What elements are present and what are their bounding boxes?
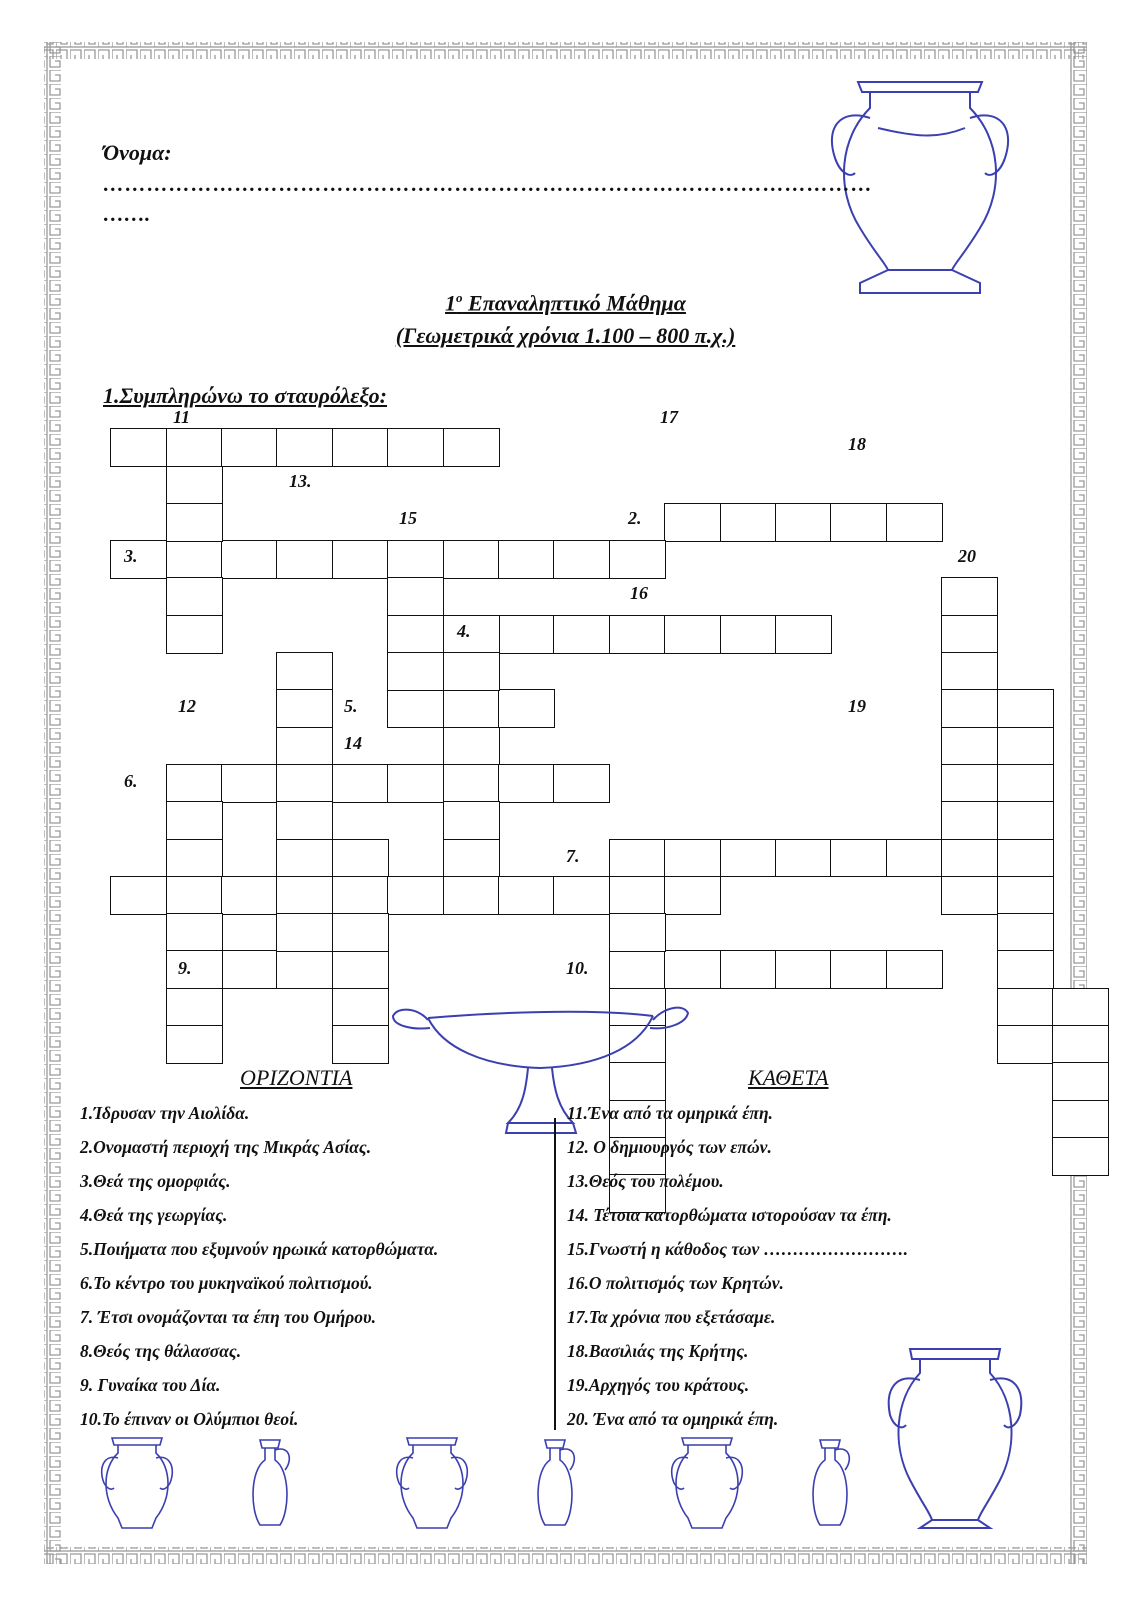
crossword-number: 5. (344, 696, 358, 716)
crossword-cell[interactable] (997, 689, 1054, 728)
kylix-cup-illustration (388, 998, 693, 1148)
crossword-cell[interactable] (276, 839, 333, 878)
horizontal-heading: ΟΡΙΖΟΝΤΙΑ (240, 1065, 353, 1090)
crossword-cell[interactable] (166, 764, 223, 803)
small-vases-row (95, 1430, 875, 1535)
crossword-cell[interactable] (997, 764, 1054, 803)
name-field-dots-continued[interactable]: ……. (103, 202, 151, 226)
crossword-cell[interactable] (941, 652, 998, 691)
crossword-cell[interactable] (166, 839, 223, 878)
crossword-cell[interactable] (886, 950, 943, 989)
crossword-cell[interactable] (609, 876, 666, 915)
crossword-cell[interactable] (166, 540, 223, 579)
crossword-cell[interactable] (664, 950, 721, 989)
crossword-number: 14 (344, 733, 362, 753)
vertical-clue: 13.Θεός του πολέμου. (567, 1171, 724, 1191)
crossword-cell[interactable] (609, 839, 666, 878)
crossword-cell[interactable] (387, 652, 444, 691)
crossword-number: 3. (124, 546, 138, 566)
crossword-cell[interactable] (720, 950, 777, 989)
horizontal-clue: 1.Ίδρυσαν την Αιολίδα. (80, 1103, 250, 1123)
crossword-cell[interactable] (276, 540, 333, 579)
crossword-cell[interactable] (387, 615, 444, 654)
name-field-dots[interactable]: …………………………………………………………………………………………… (103, 172, 873, 196)
crossword-number: 16 (630, 583, 648, 603)
crossword-cell[interactable] (443, 727, 500, 766)
crossword-cell[interactable] (166, 801, 223, 840)
crossword-cell[interactable] (166, 876, 223, 915)
crossword-cell[interactable] (276, 764, 333, 803)
crossword-cell[interactable] (166, 1025, 223, 1064)
crossword-cell[interactable] (110, 540, 167, 579)
crossword-cell[interactable] (664, 503, 721, 542)
crossword-number: 10. (566, 958, 589, 978)
crossword-cell[interactable] (664, 615, 721, 654)
crossword-cell[interactable] (941, 839, 998, 878)
crossword-number: 18 (848, 434, 866, 454)
crossword-cell[interactable] (276, 876, 333, 915)
crossword-cell[interactable] (941, 727, 998, 766)
crossword-cell[interactable] (443, 876, 500, 915)
crossword-cell[interactable] (553, 876, 610, 915)
crossword-cell[interactable] (276, 652, 333, 691)
crossword-cell[interactable] (221, 540, 278, 579)
horizontal-clue: 2.Ονομαστή περιοχή της Μικράς Ασίας. (80, 1137, 372, 1157)
name-label: Όνομα: (103, 140, 172, 165)
crossword-cell[interactable] (997, 727, 1054, 766)
crossword-cell[interactable] (387, 540, 444, 579)
crossword-cell[interactable] (941, 689, 998, 728)
crossword-cell[interactable] (443, 540, 500, 579)
vertical-clue: 15.Γνωστή η κάθοδος των ……………………. (567, 1239, 909, 1259)
crossword-cell[interactable] (553, 615, 610, 654)
crossword-cell[interactable] (997, 801, 1054, 840)
lesson-subtitle: (Γεωμετρικά χρόνια 1.100 – 800 π.χ.) (395, 323, 736, 348)
crossword-cell[interactable] (387, 689, 444, 728)
crossword-cell[interactable] (221, 764, 278, 803)
vertical-clue: 18.Βασιλιάς της Κρήτης. (567, 1341, 749, 1361)
crossword-cell[interactable] (110, 428, 167, 467)
crossword-cell[interactable] (1052, 1137, 1109, 1176)
crossword-cell[interactable] (664, 876, 721, 915)
crossword-cell[interactable] (443, 801, 500, 840)
crossword-cell[interactable] (332, 913, 389, 952)
exercise-heading: 1.Συμπληρώνω το σταυρόλεξο: (103, 383, 387, 408)
crossword-cell[interactable] (498, 689, 555, 728)
crossword-cell[interactable] (498, 615, 555, 654)
crossword-number: 2. (628, 508, 642, 528)
crossword-number: 11 (173, 407, 191, 427)
horizontal-clue: 7. Έτσι ονομάζονται τα έπη του Ομήρου. (80, 1307, 376, 1327)
crossword-cell[interactable] (609, 913, 666, 952)
crossword-cell[interactable] (830, 503, 887, 542)
crossword-number: 12 (178, 696, 196, 716)
horizontal-clue: 5.Ποιήματα που εξυμνούν ηρωικά κατορθώματα. (80, 1239, 439, 1259)
crossword-cell[interactable] (443, 764, 500, 803)
crossword-cell[interactable] (1052, 1025, 1109, 1064)
crossword-cell[interactable] (498, 876, 555, 915)
crossword-cell[interactable] (775, 839, 832, 878)
crossword-cell[interactable] (609, 950, 666, 989)
crossword-cell[interactable] (775, 503, 832, 542)
crossword-cell[interactable] (166, 988, 223, 1027)
large-amphora-illustration (880, 1345, 1030, 1535)
crossword-cell[interactable] (166, 913, 223, 952)
crossword-cell[interactable] (830, 839, 887, 878)
crossword-cell[interactable] (276, 727, 333, 766)
crossword-cell[interactable] (166, 577, 223, 616)
horizontal-clue: 6.Το κέντρο του μυκηναϊκού πολιτισμού. (80, 1273, 373, 1293)
crossword-cell[interactable] (166, 466, 223, 505)
crossword-cell[interactable] (332, 950, 389, 989)
horizontal-clue: 10.Το έπιναν οι Ολύμπιοι θεοί. (80, 1409, 299, 1429)
crossword-cell[interactable] (1052, 1100, 1109, 1139)
vertical-heading: ΚΑΘΕΤΑ (748, 1065, 829, 1090)
crossword-cell[interactable] (276, 950, 333, 989)
crossword-cell[interactable] (387, 428, 444, 467)
crossword-cell[interactable] (830, 950, 887, 989)
crossword-number: 4. (457, 621, 471, 641)
crossword-cell[interactable] (221, 428, 278, 467)
crossword-number: 15 (399, 508, 417, 528)
crossword-cell[interactable] (997, 1025, 1054, 1064)
vertical-clue: 12. Ο δημιουργός των επών. (567, 1137, 772, 1157)
crossword-cell[interactable] (997, 988, 1054, 1027)
crossword-number: 6. (124, 771, 138, 791)
crossword-cell[interactable] (720, 615, 777, 654)
crossword-cell[interactable] (221, 950, 278, 989)
crossword-cell[interactable] (166, 615, 223, 654)
crossword-cell[interactable] (166, 503, 223, 542)
crossword-cell[interactable] (941, 801, 998, 840)
crossword-cell[interactable] (276, 689, 333, 728)
crossword-cell[interactable] (997, 876, 1054, 915)
crossword-cell[interactable] (276, 913, 333, 952)
crossword-cell[interactable] (720, 839, 777, 878)
crossword-cell[interactable] (553, 764, 610, 803)
crossword-cell[interactable] (775, 950, 832, 989)
crossword-cell[interactable] (941, 615, 998, 654)
crossword-cell[interactable] (332, 988, 389, 1027)
crossword-cell[interactable] (720, 503, 777, 542)
crossword-number: 13. (289, 471, 312, 491)
crossword-cell[interactable] (1052, 1062, 1109, 1101)
crossword-cell[interactable] (332, 428, 389, 467)
crossword-cell[interactable] (609, 540, 666, 579)
crossword-cell[interactable] (775, 615, 832, 654)
crossword-cell[interactable] (997, 950, 1054, 989)
crossword-cell[interactable] (387, 577, 444, 616)
crossword-cell[interactable] (443, 652, 500, 691)
crossword-cell[interactable] (387, 876, 444, 915)
crossword-cell[interactable] (997, 913, 1054, 952)
crossword-cell[interactable] (664, 839, 721, 878)
crossword-number: 20 (958, 546, 976, 566)
crossword-number: 9. (178, 958, 192, 978)
crossword-cell[interactable] (553, 540, 610, 579)
vertical-clue: 11.Ένα από τα ομηρικά έπη. (567, 1103, 773, 1123)
crossword-cell[interactable] (886, 503, 943, 542)
crossword-cell[interactable] (941, 764, 998, 803)
crossword-cell[interactable] (387, 764, 444, 803)
vertical-clue: 20. Ένα από τα ομηρικά έπη. (567, 1409, 779, 1429)
crossword-cell[interactable] (110, 876, 167, 915)
crossword-cell[interactable] (609, 615, 666, 654)
crossword-cell[interactable] (276, 801, 333, 840)
vertical-clue: 16.Ο πολιτισμός των Κρητών. (567, 1273, 784, 1293)
horizontal-clue: 9. Γυναίκα του Δία. (80, 1375, 221, 1395)
crossword-cell[interactable] (332, 876, 389, 915)
vertical-clue: 19.Αρχηγός του κράτους. (567, 1375, 750, 1395)
crossword-cell[interactable] (886, 839, 943, 878)
crossword-cell[interactable] (443, 689, 500, 728)
crossword-cell[interactable] (332, 1025, 389, 1064)
vertical-clue: 14. Τέτοια κατορθώματα ιστορούσαν τα έπη. (567, 1205, 892, 1225)
crossword-cell[interactable] (1052, 988, 1109, 1027)
crossword-cell[interactable] (276, 428, 333, 467)
crossword-cell[interactable] (443, 615, 500, 654)
crossword-cell[interactable] (941, 577, 998, 616)
crossword-cell[interactable] (443, 839, 500, 878)
vertical-clue: 17.Τα χρόνια που εξετάσαμε. (567, 1307, 776, 1327)
crossword-cell[interactable] (498, 764, 555, 803)
crossword-number: 7. (566, 846, 580, 866)
crossword-cell[interactable] (332, 764, 389, 803)
lesson-title: $1^o$ Επαναληπτικό Μάθημα (445, 290, 686, 316)
crossword-number: 17 (660, 407, 678, 427)
crossword-cell[interactable] (221, 876, 278, 915)
column-divider (554, 1118, 556, 1430)
crossword-cell[interactable] (332, 540, 389, 579)
horizontal-clue: 8.Θεός της θάλασσας. (80, 1341, 242, 1361)
crossword-cell[interactable] (332, 839, 389, 878)
crossword-cell[interactable] (997, 839, 1054, 878)
crossword-cell[interactable] (443, 428, 500, 467)
horizontal-clue: 4.Θεά της γεωργίας. (80, 1205, 228, 1225)
crossword-cell[interactable] (166, 950, 223, 989)
crossword-cell[interactable] (498, 540, 555, 579)
crossword-cell[interactable] (941, 876, 998, 915)
horizontal-clue: 3.Θεά της ομορφιάς. (80, 1171, 231, 1191)
crossword-number: 19 (848, 696, 866, 716)
crossword-cell[interactable] (166, 428, 223, 467)
